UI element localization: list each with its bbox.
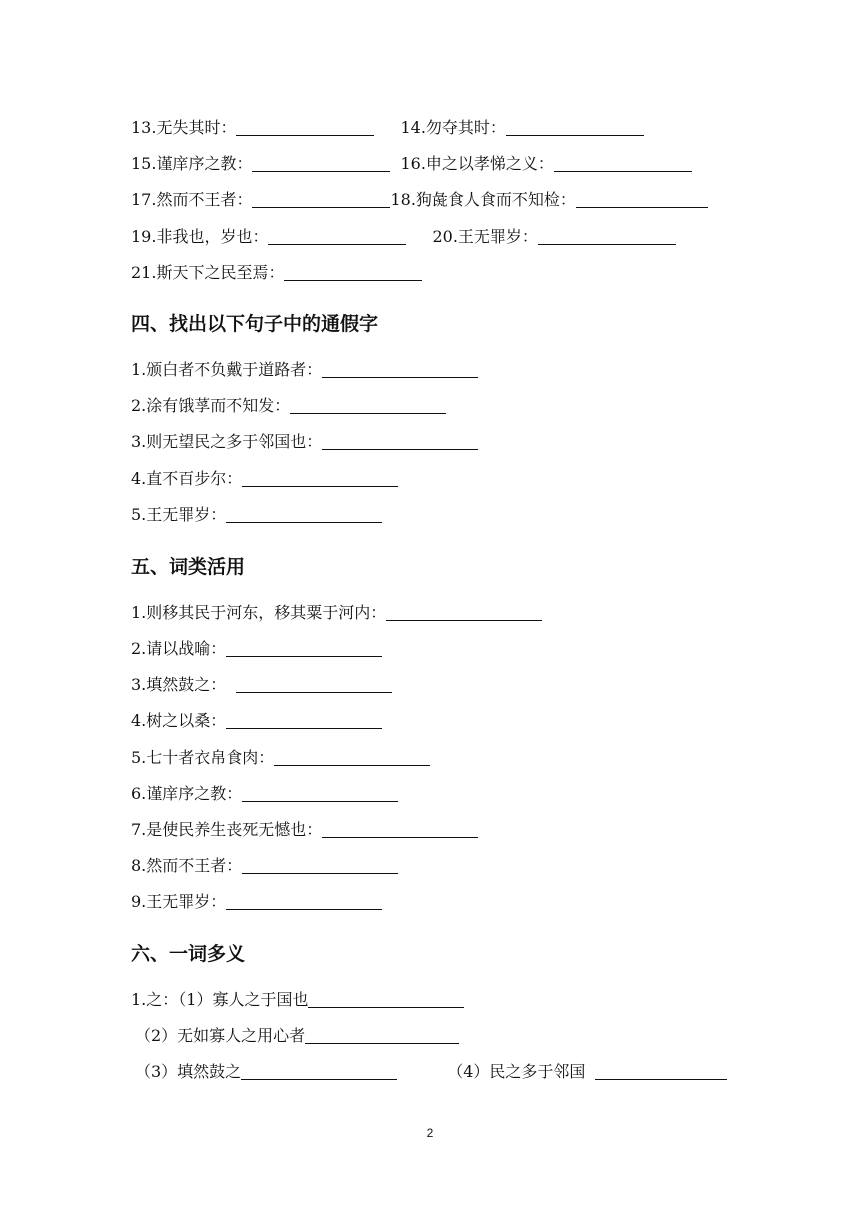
section3-row-2	[131, 151, 692, 177]
answer-blank[interactable]	[226, 909, 382, 910]
item-q18-text: 18.狗彘食人食而不知检：	[390, 190, 576, 209]
section5-item	[131, 889, 382, 915]
answer-blank[interactable]	[268, 244, 406, 245]
section5-item-text: 1.则移其民于河东，移其粟于河内：	[131, 603, 387, 622]
section5-item-text: 9.王无罪岁：	[131, 892, 227, 911]
section3-row-5	[131, 260, 422, 286]
item-q21	[131, 260, 422, 286]
section4-item	[131, 429, 478, 455]
section5-item	[131, 708, 382, 734]
item-q19	[131, 224, 406, 250]
answer-blank[interactable]	[236, 692, 392, 693]
section4-item-text: 4.直不百步尔：	[131, 469, 243, 488]
answer-blank[interactable]	[274, 765, 430, 766]
page-number: 2	[426, 1126, 434, 1140]
item-q13	[131, 115, 374, 141]
section4-item-text: 2.涂有饿莩而不知发：	[131, 396, 291, 415]
answer-blank[interactable]	[252, 171, 390, 172]
answer-blank[interactable]	[322, 837, 478, 838]
answer-blank[interactable]	[506, 135, 644, 136]
section5-item-text: 4.树之以桑：	[131, 711, 227, 730]
item-q20-text: 20.王无罪岁：	[432, 227, 538, 246]
section6-line-1-text: 1.之：（1）寡人之于国也	[131, 990, 309, 1009]
answer-blank[interactable]	[322, 449, 478, 450]
section4-item-text: 1.颁白者不负戴于道路者：	[131, 360, 323, 379]
section3-row-1	[131, 115, 644, 141]
item-q15-text: 15.谨庠序之教：	[131, 154, 253, 173]
section5-item-text: 6.谨庠序之教：	[131, 784, 243, 803]
answer-blank[interactable]	[236, 135, 374, 136]
answer-blank[interactable]	[242, 873, 398, 874]
item-q18	[390, 187, 707, 213]
item-q20	[432, 224, 675, 250]
section6-item-4	[447, 1059, 727, 1085]
item-q16	[400, 151, 691, 177]
section5-item-text: 3.填然鼓之：	[131, 675, 227, 694]
section5-item	[131, 781, 398, 807]
section4-item-text: 5.王无罪岁：	[131, 505, 227, 524]
item-q13-text: 13.无失其时：	[131, 118, 237, 137]
answer-blank[interactable]	[308, 1007, 464, 1008]
answer-blank[interactable]	[576, 207, 708, 208]
item-q16-text: 16.申之以孝悌之义：	[400, 154, 554, 173]
section6-item-3	[135, 1059, 397, 1085]
answer-blank[interactable]	[290, 413, 446, 414]
section6-line-2-text: （2）无如寡人之用心者	[135, 1026, 306, 1045]
section6-item-4-text: （4）民之多于邻国	[447, 1062, 586, 1081]
answer-blank[interactable]	[242, 486, 398, 487]
section6-line-3	[135, 1059, 727, 1085]
item-q17-text: 17.然而不王者：	[131, 190, 253, 209]
answer-blank[interactable]	[226, 728, 382, 729]
section5-item-text: 2.请以战喻：	[131, 639, 227, 658]
section5-item	[131, 745, 430, 771]
answer-blank[interactable]	[241, 1079, 397, 1080]
answer-blank[interactable]	[386, 620, 542, 621]
section5-item	[131, 853, 398, 879]
section3-row-4	[131, 224, 676, 250]
answer-blank[interactable]	[538, 244, 676, 245]
item-q21-text: 21.斯天下之民至焉：	[131, 263, 285, 282]
answer-blank[interactable]	[595, 1079, 727, 1080]
answer-blank[interactable]	[322, 377, 478, 378]
item-q15	[131, 151, 390, 177]
answer-blank[interactable]	[252, 207, 390, 208]
section4-item	[131, 466, 398, 492]
section4-heading: 四、找出以下句子中的通假字	[131, 313, 379, 335]
section4-item	[131, 357, 478, 383]
section6-line-1	[131, 987, 464, 1013]
section5-item	[131, 817, 478, 843]
section5-item	[131, 672, 392, 698]
answer-blank[interactable]	[242, 801, 398, 802]
item-q19-text: 19.非我也，岁也：	[131, 227, 269, 246]
answer-blank[interactable]	[226, 522, 382, 523]
section3-row-3	[131, 187, 708, 213]
answer-blank[interactable]	[284, 280, 422, 281]
item-q14-text: 14.勿夺其时：	[400, 118, 506, 137]
section5-item-text: 8.然而不王者：	[131, 856, 243, 875]
item-q17	[131, 187, 390, 213]
section6-heading: 六、一词多义	[131, 943, 246, 965]
answer-blank[interactable]	[305, 1043, 459, 1044]
section5-heading: 五、词类活用	[131, 556, 246, 578]
section4-item	[131, 393, 446, 419]
section4-item-text: 3.则无望民之多于邻国也：	[131, 432, 323, 451]
section5-item-text: 5.七十者衣帛食肉：	[131, 748, 275, 767]
section6-line-2	[135, 1023, 459, 1049]
section6-item-3-text: （3）填然鼓之	[135, 1062, 242, 1081]
answer-blank[interactable]	[226, 656, 382, 657]
section5-item-text: 7.是使民养生丧死无憾也：	[131, 820, 323, 839]
section5-item	[131, 636, 382, 662]
section5-item	[131, 600, 542, 626]
section4-item	[131, 502, 382, 528]
answer-blank[interactable]	[554, 171, 692, 172]
item-q14	[400, 115, 643, 141]
